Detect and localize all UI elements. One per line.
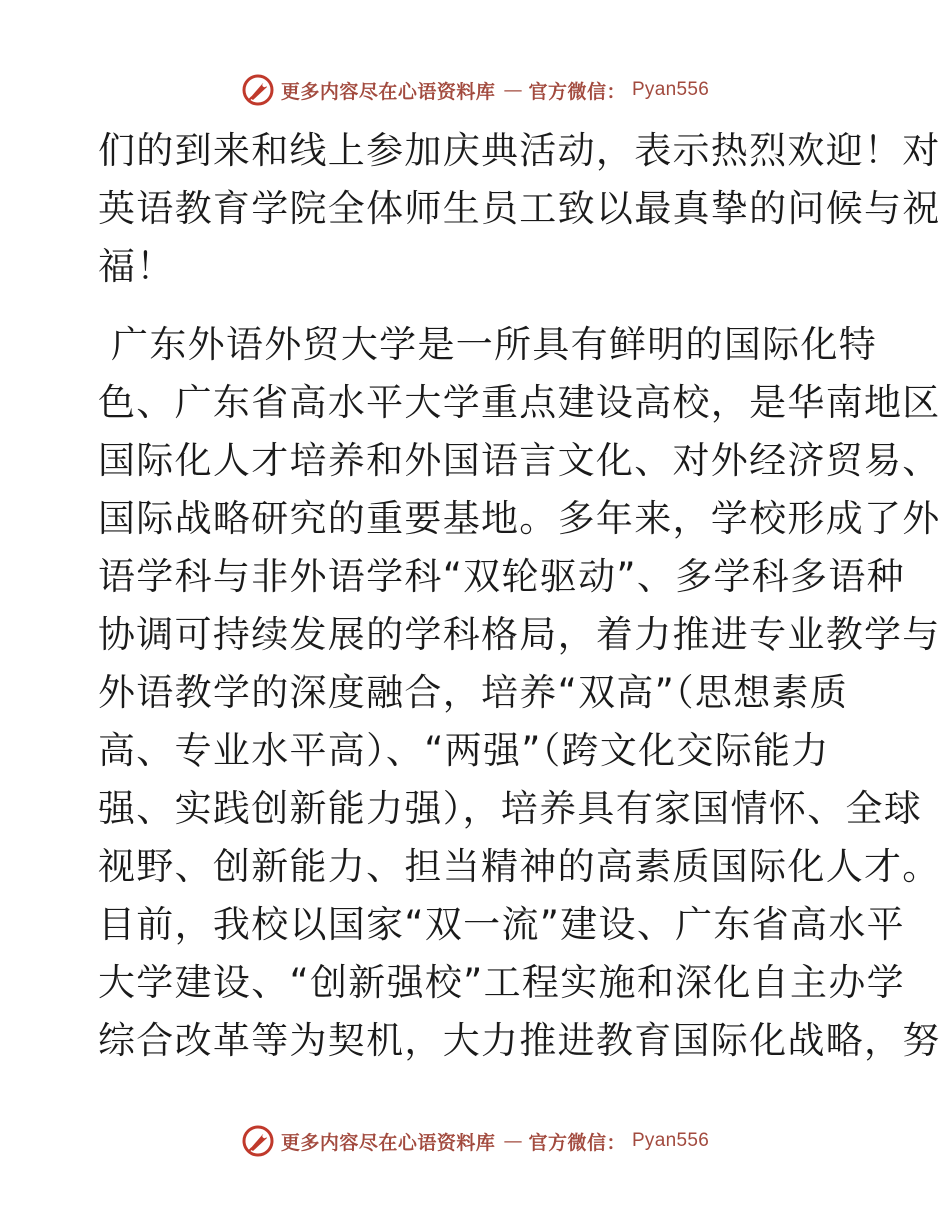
text-line: 外语教学的深度融合，培养“双高”（思想素质: [98, 671, 849, 714]
watermark-dash: —: [503, 79, 523, 101]
text-line: 广东外语外贸大学是一所具有鲜明的国际化特: [98, 323, 878, 366]
document-body: [98, 122, 941, 1070]
text-line: 国际战略研究的重要基地。多年来，学校形成了外: [98, 497, 941, 540]
watermark-text: 更多内容尽在心语资料库: [280, 1131, 496, 1154]
watermark-id: Pyan556: [631, 1130, 710, 1151]
header-watermark: [0, 70, 950, 110]
text-line: 大学建设、“创新强校”工程实施和深化自主办学: [98, 961, 905, 1004]
watermark-label: 官方微信：: [528, 1131, 626, 1154]
watermark-dash: —: [503, 1130, 523, 1152]
text-line: 高、专业水平高）、“两强”（跨文化交际能力: [98, 729, 830, 772]
text-line: 协调可持续发展的学科格局，着力推进专业教学与: [98, 613, 941, 656]
text-line: 国际化人才培养和外国语言文化、对外经济贸易、: [98, 439, 941, 482]
watermark-label: 官方微信：: [528, 80, 626, 103]
text-line: 色、广东省高水平大学重点建设高校，是华南地区: [98, 381, 941, 424]
footer-watermark: [0, 1121, 950, 1161]
text-line: 目前，我校以国家“双一流”建设、广东省高水平: [98, 903, 905, 946]
text-line: 英语教育学院全体师生员工致以最真挚的问候与祝: [98, 187, 941, 230]
text-line: 福！: [98, 245, 175, 288]
pen-nib-logo-icon: [241, 73, 275, 107]
paragraph-2: [98, 316, 941, 1070]
text-line: 语学科与非外语学科“双轮驱动”、多学科多语种: [98, 555, 905, 598]
text-line: 视野、创新能力、担当精神的高素质国际化人才。: [98, 845, 941, 888]
text-line: 们的到来和线上参加庆典活动，表示热烈欢迎！对: [98, 129, 941, 172]
watermark-text: 更多内容尽在心语资料库: [280, 80, 496, 103]
paragraph-1: [98, 122, 941, 296]
pen-nib-logo-icon: [241, 1124, 275, 1158]
watermark-id: Pyan556: [631, 79, 710, 100]
text-line: 综合改革等为契机，大力推进教育国际化战略，努: [98, 1019, 941, 1062]
text-line: 强、实践创新能力强），培养具有家国情怀、全球: [98, 787, 923, 830]
